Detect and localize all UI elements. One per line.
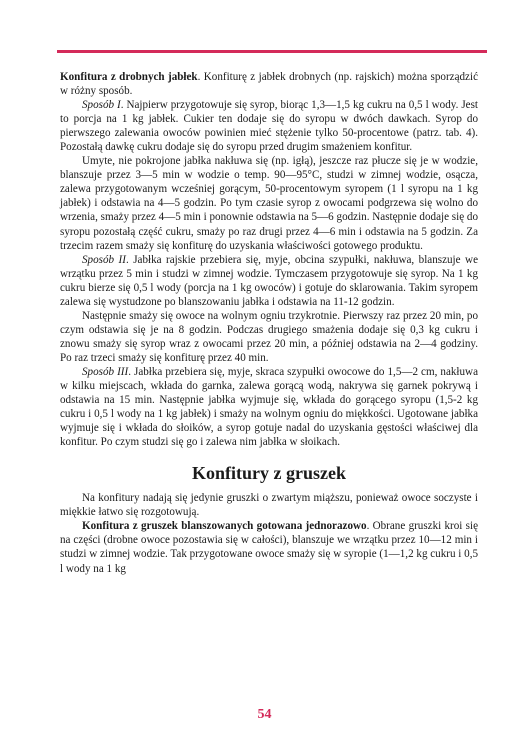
paragraph: Na konfitury nadają się jedynie gruszki o zwartym miąższu, ponieważ owoce soczyste i miękkie łatwo się rozgotowują. bbox=[60, 492, 478, 519]
method-label: Sposób I bbox=[82, 99, 121, 112]
paragraph bbox=[60, 70, 478, 98]
page-body bbox=[60, 70, 478, 576]
recipe-title: Konfitura z drobnych jabłek bbox=[60, 71, 198, 83]
recipe-title: Konfitura z gruszek blanszowanych gotowana jednorazowo bbox=[82, 520, 367, 533]
paragraph-text: . Konfiturę z jabłek drobnych (np. rajskich) można sporządzić w różny sposób. bbox=[60, 71, 478, 98]
paragraph bbox=[60, 519, 478, 575]
page-number: 54 bbox=[257, 707, 272, 722]
paragraph bbox=[60, 365, 478, 449]
paragraph bbox=[60, 253, 478, 309]
paragraph: Następnie smaży się owoce na wolnym ogniu trzykrotnie. Pierwszy raz przez 20 min, po czym odstawia się je na 8 godzin. Podczas drugiego smażenia dodaje się 0,3 kg cukru i znowu smaży się syrop wraz z owocami przez 20 min, a później odstawia na 2—4 godziny. Po raz trzeci smaży się konfiturę przez 40 min. bbox=[60, 309, 478, 364]
paragraph-text: . Jabłka rajskie przebiera się, myje, obcina szypułki, nakłuwa, blanszuje we wrzątku przez 5 min i studzi w zimnej wodzie. Tymczasem przygotowuje się syrop. Na 1 kg cukru bierze się 0,5 l wody (porcja na 1 kg owoców) i gotuje do sklarowania. Takim syropem zalewa się wystudzone po blanszowaniu jabłka i odstawia na 11-12 godzin. bbox=[60, 253, 478, 308]
section-heading: Konfitury z gruszek bbox=[192, 463, 346, 484]
paragraph: Umyte, nie pokrojone jabłka nakłuwa się (np. igłą), jeszcze raz płucze się je w wodzie, blanszuje przez 3—5 min w wodzie o temp. 90—95°C, studzi w zimnej wodzie, osącza, zalewa przygotowanym wcześniej gorącym, 50-procentowym syropem (1 l syropu na 1 kg jabłek) i odstawia na 4—5 godzin. Po tym czasie syrop z owocami podgrzewa się wolno do wrzenia, smaży przez 4—5 min i ponownie odstawia na 5—6 godzin. Następnie dodaje się do syropu pozostałą część cukru, smaży po raz drugi przez 4—6 min i odstawia na 5 godzin. Za trzecim razem smaży się konfiturę do uzyskania właściwości gotowego produktu. bbox=[60, 155, 478, 252]
method-label: Sposób II bbox=[82, 253, 126, 266]
paragraph-text: . Najpierw przygotowuje się syrop, biorąc 1,3—1,5 kg cukru na 0,5 l wody. Jest to porcja na 1 kg jabłek. Cukier ten dodaje się do syropu w dwóch dawkach. Syrop do pierwszego zalewania owoców powinien mieć stężenie tylko 50-procentowe (patrz. tab. 4). Pozostałą dawkę cukru dodaje się do syropu przed drugim smażeniem konfitur. bbox=[60, 99, 478, 154]
paragraph-text: . Obrane gruszki kroi się na części (drobne owoce pozostawia się w całości), blanszuje we wrzątku przez 10—12 min i studzi w zimnej wodzie. Tak przygotowane owoce smaży się w syropie (1—1,2 kg cukru i 0,5 l wody na 1 kg bbox=[60, 520, 479, 575]
header-rule bbox=[57, 50, 487, 53]
paragraph-text: . Jabłka przebiera się, myje, skraca szypułki owocowe do 1,5—2 cm, nakłuwa w kilku miejscach, wkłada do garnka, zalewa gorącą wodą, nakrywa się garnek pokrywą i odstawia na 15 min. Następnie jabłka wyjmuje się, wkłada do gorącego syropu (1,5-2 kg cukru i 0,5 l wody na 1 kg jabłek) i smaży na wolnym ogniu do miękkości. Ugotowane jabłka wyjmuje się i wkłada do słoików, a syrop gotuje nadal do uzyskania gęstości właściwej dla konfitur. Po czym studzi się go i zalewa nim jabłka w słoikach. bbox=[60, 365, 478, 449]
method-label: Sposób III bbox=[82, 365, 129, 378]
paragraph bbox=[60, 98, 478, 154]
